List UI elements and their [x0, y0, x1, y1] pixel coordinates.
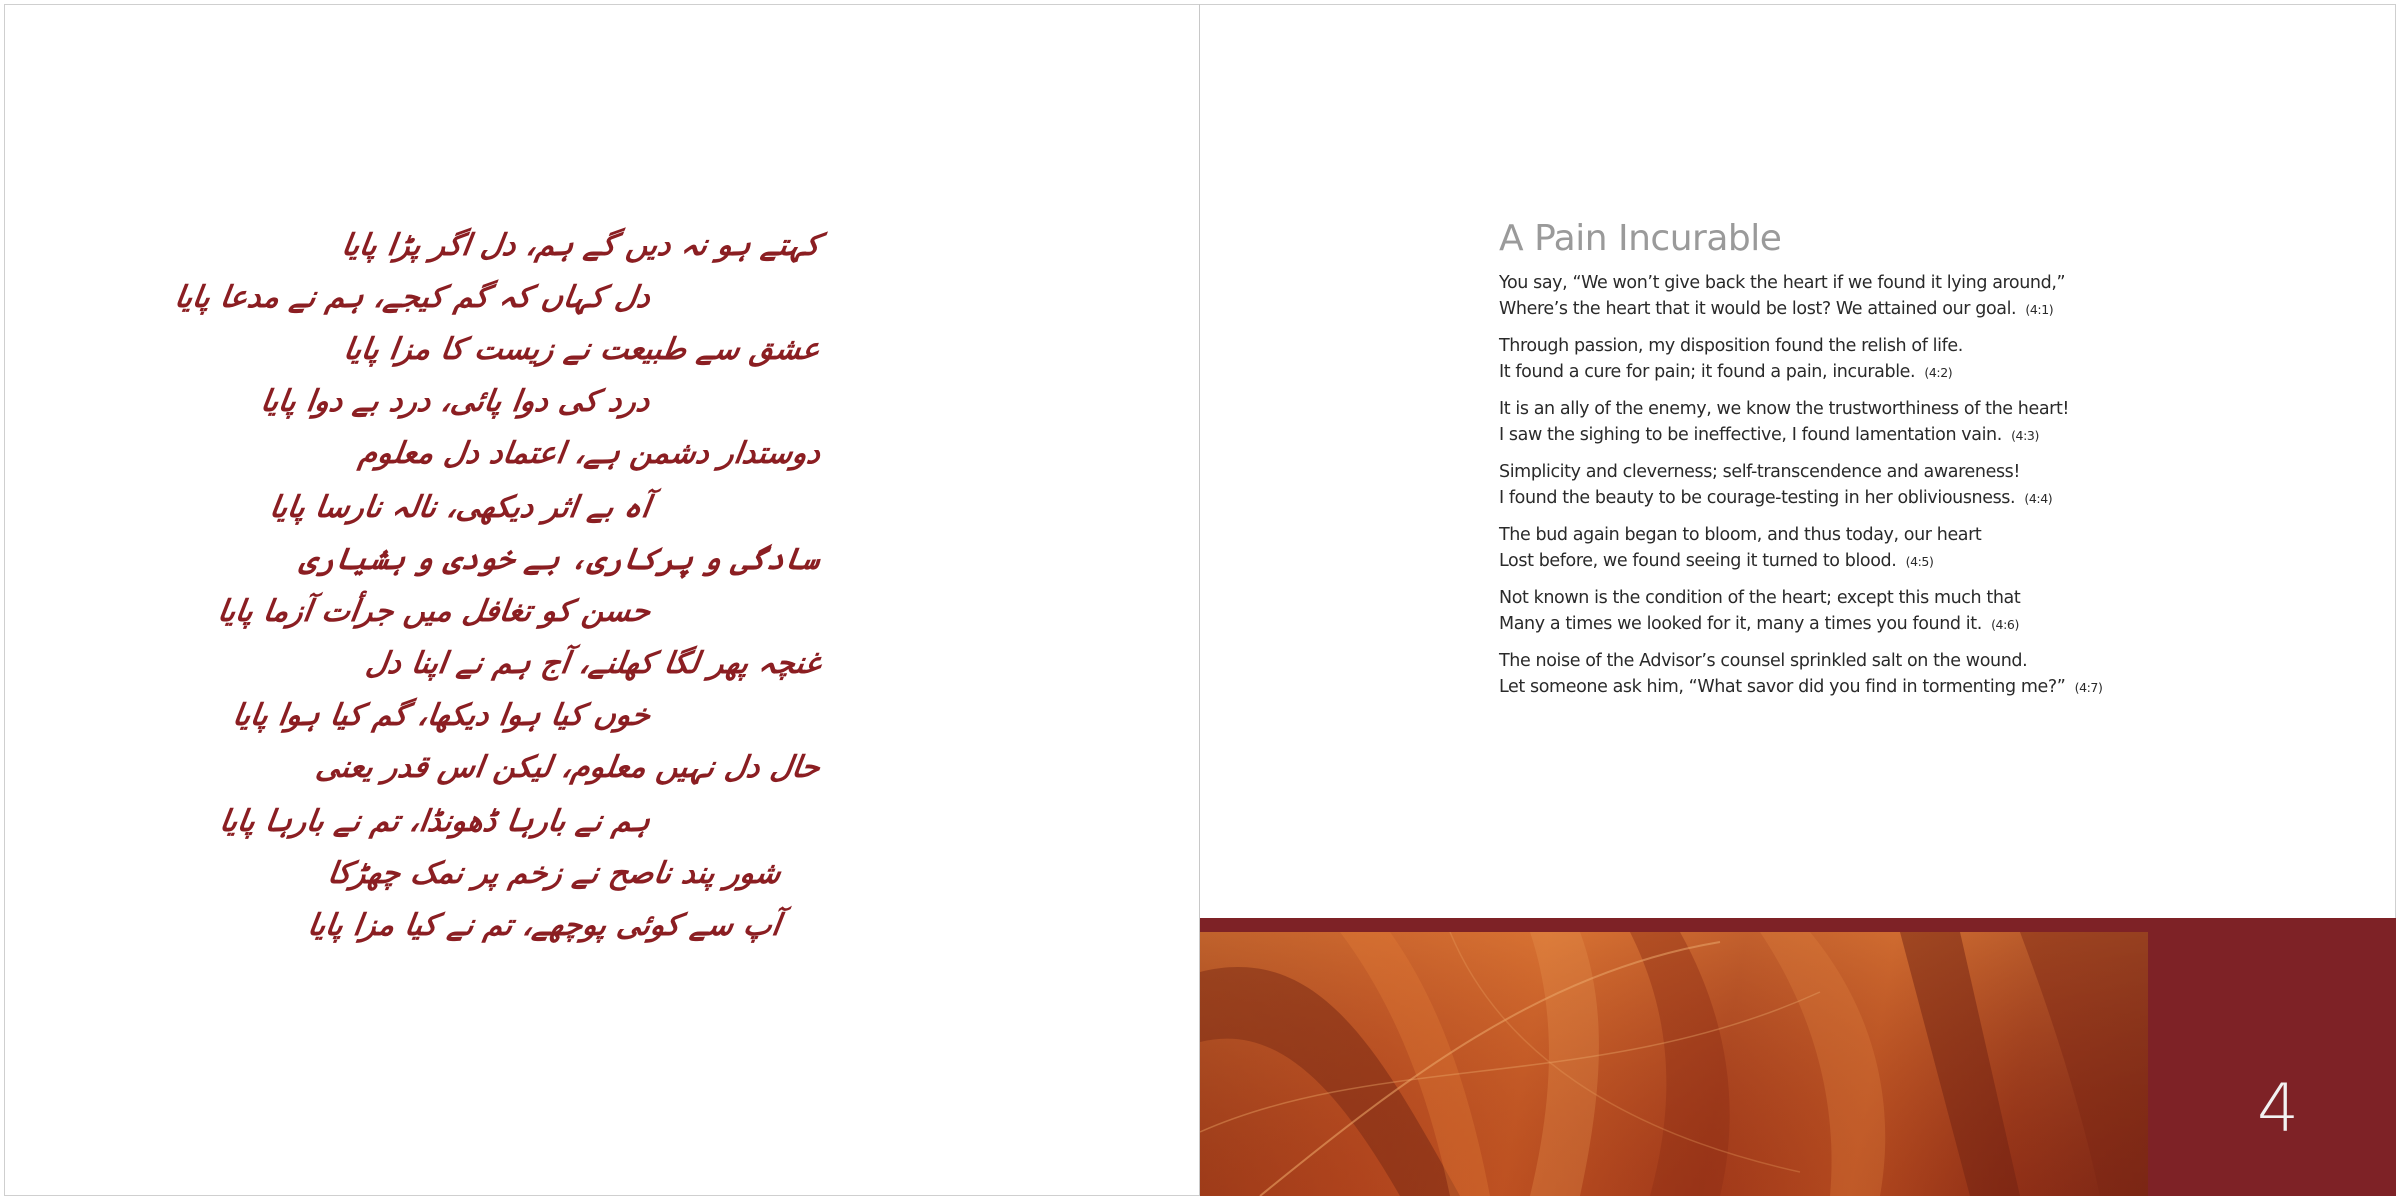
abstract-art-image: [1200, 932, 2148, 1196]
verse-reference: (4:7): [2074, 680, 2103, 695]
poem-title: A Pain Incurable: [1499, 218, 1782, 259]
verse-reference: (4:1): [2025, 302, 2054, 317]
urdu-line: حسن کو تغافل میں جرأت آزما پایا: [215, 594, 653, 629]
urdu-line: خوں کیا ہوا دیکھا، گم کیا ہوا پایا: [230, 698, 653, 733]
urdu-line: آہ بے اثر دیکھی، نالہ نارسا پایا: [267, 490, 653, 525]
urdu-line: شور پند ناصح نے زخم پر نمک چھڑکا: [325, 856, 783, 891]
couplet: [1499, 396, 2219, 449]
urdu-line: آپ سے کوئی پوچھے، تم نے کیا مزا پایا: [305, 908, 783, 943]
couplet-line-1: Not known is the condition of the heart; except this much that: [1499, 588, 2021, 608]
couplet-line-2: It found a cure for pain; it found a pain, incurable. (4:2): [1499, 362, 1953, 382]
urdu-line: دل کہاں کہ گم کیجے، ہم نے مدعا پایا: [172, 280, 653, 315]
abstract-swirl-graphic: [1200, 932, 2148, 1196]
couplet-line-1: The noise of the Advisor’s counsel sprinkled salt on the wound.: [1499, 651, 2028, 671]
urdu-line: کہتے ہو نہ دیں گے ہم، دل اگر پڑا پایا: [339, 228, 823, 263]
urdu-line: ہم نے بارہا ڈھونڈا، تم نے بارہا پایا: [217, 804, 653, 839]
couplet-line-2: Lost before, we found seeing it turned to blood. (4:5): [1499, 551, 1934, 571]
couplet-line-1: You say, “We won’t give back the heart if we found it lying around,”: [1499, 273, 2066, 293]
couplet: [1499, 333, 2219, 386]
couplet: [1499, 648, 2219, 701]
couplet-line-2: Many a times we looked for it, many a times you found it. (4:6): [1499, 614, 2019, 634]
couplet: [1499, 270, 2219, 323]
couplet-line-2: I found the beauty to be courage-testing in her obliviousness. (4:4): [1499, 488, 2053, 508]
couplet: [1499, 459, 2219, 512]
verse-reference: (4:6): [1991, 617, 2019, 632]
couplet-line-2: Where’s the heart that it would be lost? We attained our goal. (4:1): [1499, 299, 2054, 319]
verse-reference: (4:3): [2011, 428, 2039, 443]
couplet: [1499, 585, 2219, 638]
page-number: 4: [2257, 1070, 2299, 1147]
urdu-line: حال دل نہیں معلوم، لیکن اس قدر یعنی: [313, 750, 823, 785]
couplet-line-1: It is an ally of the enemy, we know the trustworthiness of the heart!: [1499, 399, 2070, 419]
couplet: [1499, 522, 2219, 575]
urdu-line: غنچہ پھر لگا کھلنے، آج ہم نے اپنا دل: [363, 646, 823, 681]
couplet-line-1: The bud again began to bloom, and thus today, our heart: [1499, 525, 1982, 545]
couplet-line-2: I saw the sighing to be ineffective, I found lamentation vain. (4:3): [1499, 425, 2039, 445]
verse-reference: (4:2): [1924, 365, 1953, 380]
urdu-line: عشق سے طبیعت نے زیست کا مزا پایا: [341, 332, 823, 367]
verse-reference: (4:5): [1905, 554, 1934, 569]
couplet-line-2: Let someone ask him, “What savor did you find in tormenting me?” (4:7): [1499, 677, 2103, 697]
couplet-line-1: Simplicity and cleverness; self-transcendence and awareness!: [1499, 462, 2020, 482]
urdu-line: دوستدار دشمن ہے، اعتماد دل معلوم: [356, 436, 823, 471]
couplet-line-1: Through passion, my disposition found the relish of life.: [1499, 336, 1963, 356]
urdu-line: سادگی و پرکاری، بے خودی و ہشیاری: [297, 542, 823, 577]
verse-reference: (4:4): [2024, 491, 2053, 506]
urdu-line: درد کی دوا پائی، درد بے دوا پایا: [258, 384, 653, 419]
